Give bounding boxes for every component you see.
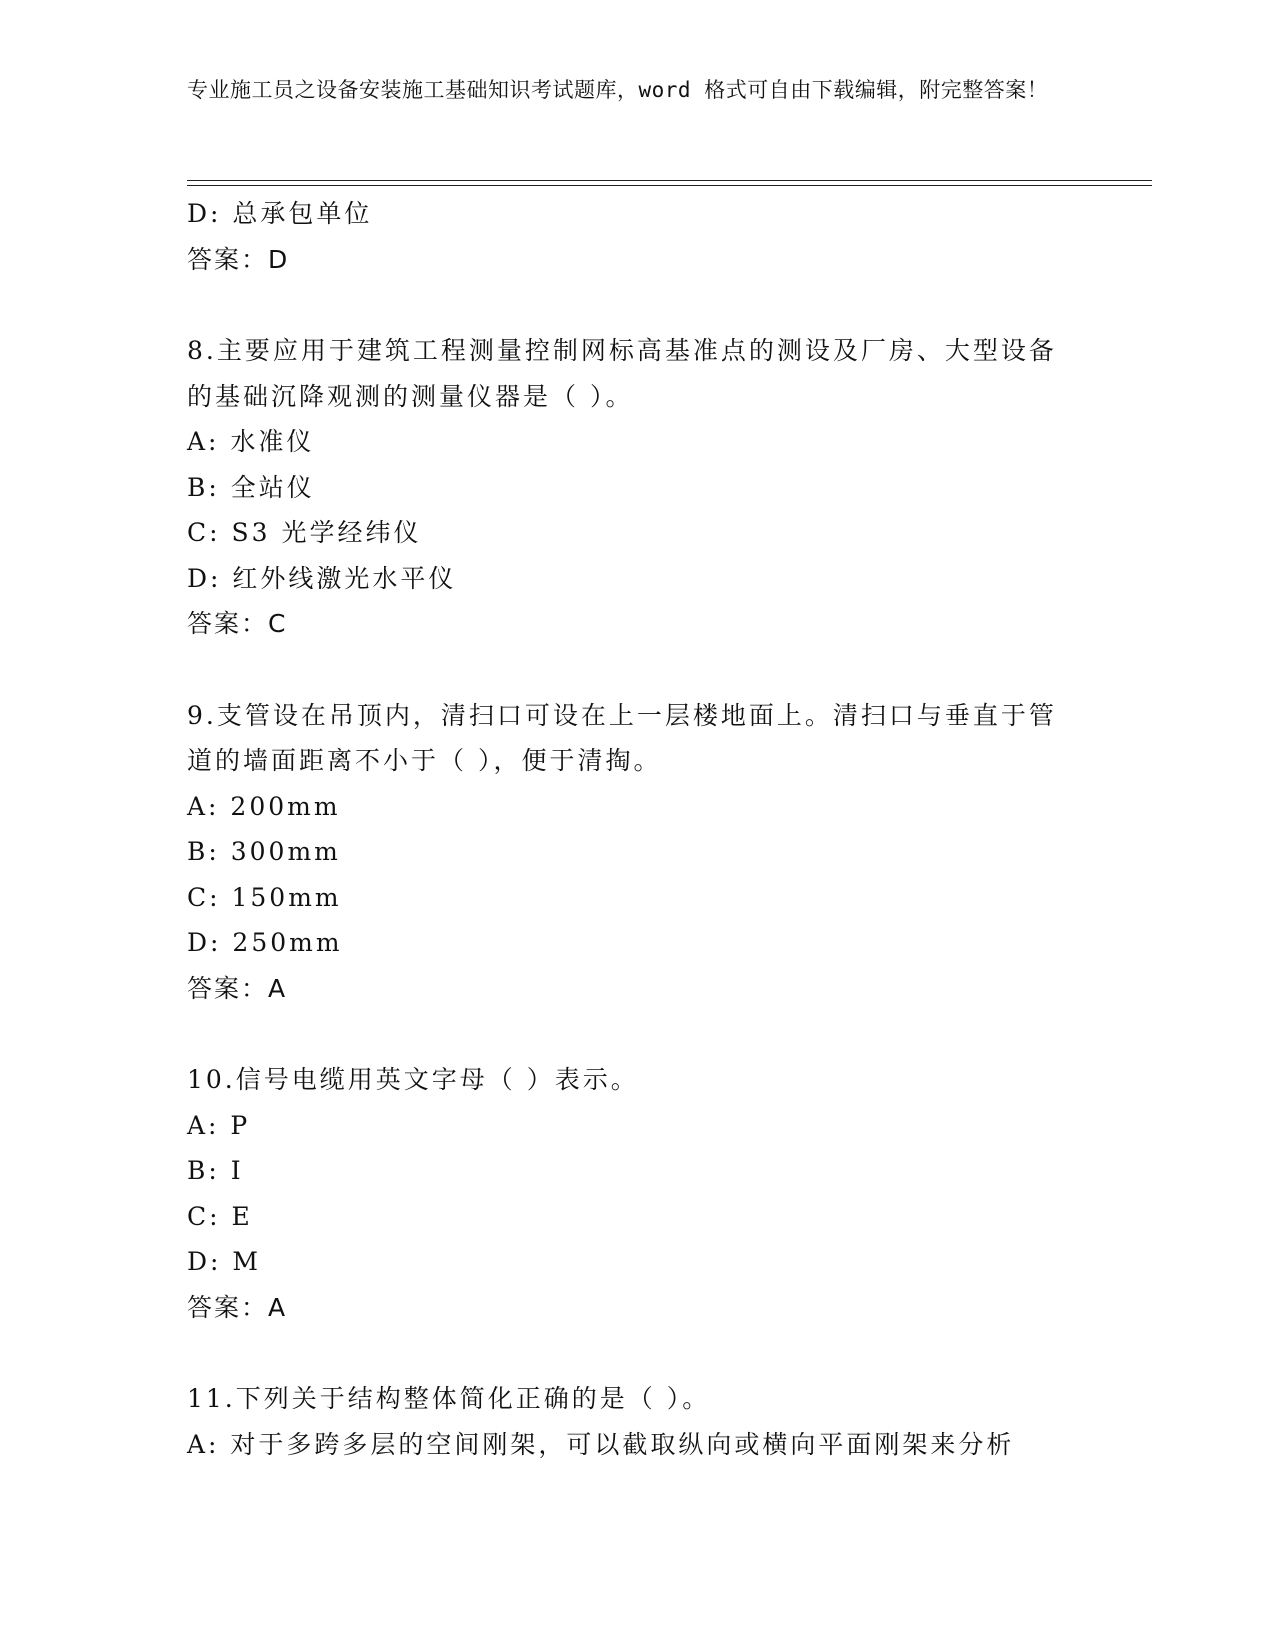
option-d: D: 总承包单位 xyxy=(187,199,373,228)
question-11-option-a: A: 对于多跨多层的空间刚架，可以截取纵向或横向平面刚架来分析 xyxy=(187,1429,1015,1459)
question-10-answer: 答案：A xyxy=(187,1292,288,1322)
question-11-text: 11.下列关于结构整体简化正确的是（ ）。 xyxy=(187,1384,711,1413)
question-9-option-c: C: 150mm xyxy=(187,882,342,912)
question-8-option-d: D: 红外线激光水平仪 xyxy=(187,563,457,593)
question-9-option-a: A: 200mm xyxy=(187,791,341,821)
question-10-option-a: A: P xyxy=(187,1110,251,1140)
question-10-option-d: D: M xyxy=(187,1247,262,1276)
question-9-option-d: D: 250mm xyxy=(187,928,343,957)
question-8-answer: 答案：C xyxy=(187,609,288,638)
header-rule-top xyxy=(187,180,1152,181)
document-body xyxy=(187,191,1087,1467)
question-9-option-b: B: 300mm xyxy=(187,837,341,866)
spacer xyxy=(187,647,1087,693)
question-8-option-a: A: 水准仪 xyxy=(187,427,315,456)
question-9-answer: 答案：A xyxy=(187,973,288,1003)
question-10-text: 10.信号电缆用英文字母（ ）表示。 xyxy=(187,1065,639,1094)
question-8-text: 8.主要应用于建筑工程测量控制网标高基准点的测设及厂房、大型设备的基础沉降观测的测量仪器是（ ）。 xyxy=(187,336,1057,411)
header-rule-bottom xyxy=(187,185,1152,186)
spacer xyxy=(187,1330,1087,1376)
question-10-option-b: B: I xyxy=(187,1156,244,1185)
question-9-text: 9.支管设在吊顶内，清扫口可设在上一层楼地面上。清扫口与垂直于管道的墙面距离不小于（ ），便于清掏。 xyxy=(187,700,1057,775)
spacer xyxy=(187,282,1087,328)
question-10-option-c: C: E xyxy=(187,1201,253,1231)
question-8-option-c: C: S3 光学经纬仪 xyxy=(187,518,422,547)
page-header: 专业施工员之设备安装施工基础知识考试题库，word 格式可自由下载编辑，附完整答案！ xyxy=(187,78,1049,102)
spacer xyxy=(187,1011,1087,1057)
question-8-option-b: B: 全站仪 xyxy=(187,472,315,502)
answer: 答案：D xyxy=(187,244,290,274)
